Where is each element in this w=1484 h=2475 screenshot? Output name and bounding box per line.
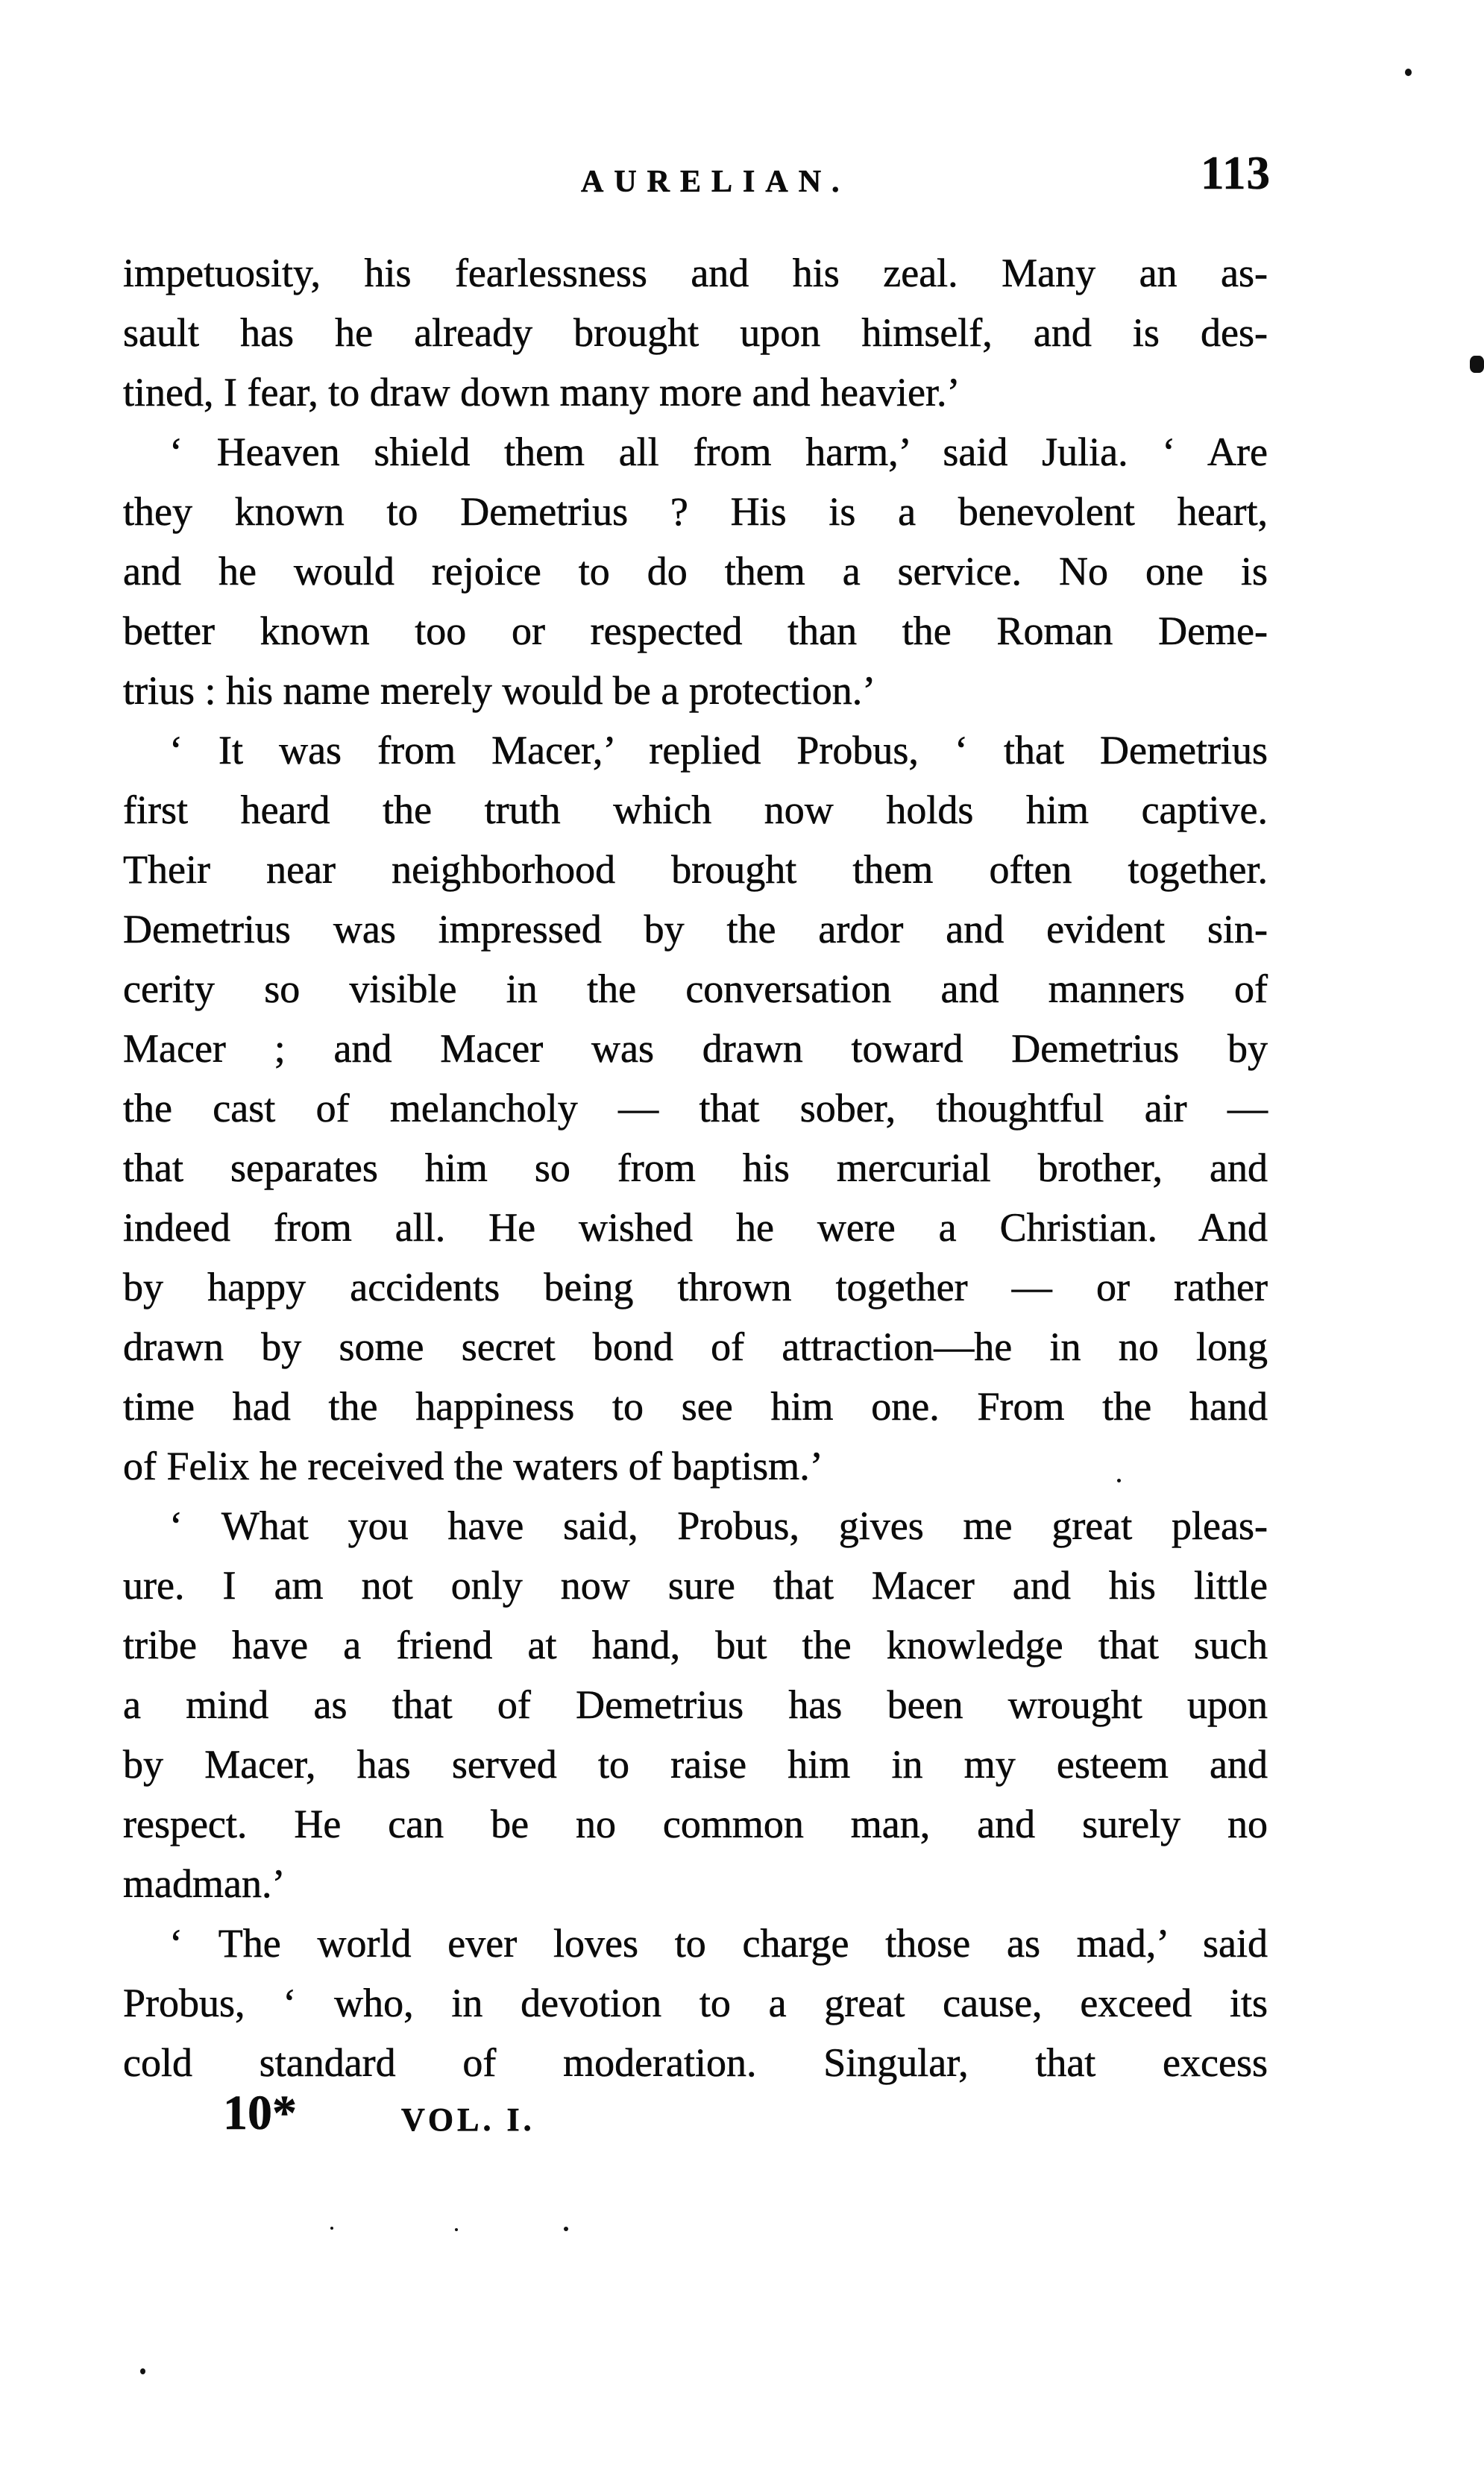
text-line: cerity so visible in the conversation and manners of	[123, 966, 1268, 1011]
paragraph	[123, 720, 1268, 1496]
text-line: sault has he already brought upon himself, and is des-	[123, 310, 1268, 355]
paragraph	[123, 243, 1268, 422]
page-number: 113	[1201, 147, 1271, 199]
ink-speck	[330, 2227, 333, 2230]
running-title: AURELIAN.	[581, 165, 850, 199]
text-line: drawn by some secret bond of attraction—he in no long	[123, 1324, 1268, 1369]
ink-speck	[1470, 356, 1484, 373]
text-line: they known to Demetrius ? His is a benevolent heart,	[123, 489, 1268, 534]
text-line: indeed from all. He wished he were a Christian. And	[123, 1205, 1268, 1250]
text-line: Their near neighborhood brought them often together.	[123, 847, 1268, 892]
text-line: of Felix he received the waters of baptism.’	[123, 1444, 823, 1488]
text-line: trius : his name merely would be a protection.’	[123, 668, 876, 713]
text-line: by happy accidents being thrown together — or rather	[123, 1265, 1268, 1309]
ink-speck	[1117, 1479, 1121, 1482]
text-line: and he would rejoice to do them a service. No one is	[123, 549, 1268, 594]
ink-speck	[564, 2227, 568, 2231]
text-line: ‘ What you have said, Probus, gives me great pleas-	[169, 1503, 1268, 1548]
text-line: ure. I am not only now sure that Macer and his little	[123, 1563, 1268, 1608]
text-line: better known too or respected than the Roman Deme-	[123, 608, 1268, 653]
text-line: that separates him so from his mercurial brother, and	[123, 1145, 1268, 1190]
text-line: Macer ; and Macer was drawn toward Demetrius by	[123, 1026, 1268, 1071]
text-line: madman.’	[123, 1861, 286, 1906]
text-line: the cast of melancholy — that sober, thoughtful air —	[123, 1086, 1268, 1130]
text-line: tribe have a friend at hand, but the knowledge that such	[123, 1623, 1268, 1667]
text-line: tined, I fear, to draw down many more and heavier.’	[123, 370, 960, 415]
ink-speck	[455, 2228, 458, 2231]
paragraph	[123, 1913, 1268, 2092]
ink-speck	[1405, 69, 1412, 76]
text-line: respect. He can be no common man, and surely no	[123, 1802, 1268, 1846]
text-line: Demetrius was impressed by the ardor and evident sin-	[123, 907, 1268, 952]
text-line: impetuosity, his fearlessness and his zeal. Many an as-	[123, 251, 1268, 295]
text-line: by Macer, has served to raise him in my esteem and	[123, 1742, 1268, 1787]
text-line: ‘ Heaven shield them all from harm,’ said Julia. ‘ Are	[169, 430, 1268, 474]
volume-label: VOL. I.	[401, 2101, 535, 2138]
ink-speck	[140, 2368, 145, 2374]
paragraph	[123, 422, 1268, 720]
text-line: Probus, ‘ who, in devotion to a great cause, exceed its	[123, 1981, 1268, 2025]
text-line: ‘ It was from Macer,’ replied Probus, ‘ that Demetrius	[169, 728, 1268, 773]
text-line: ‘ The world ever loves to charge those as mad,’ said	[169, 1921, 1268, 1966]
text-line: cold standard of moderation. Singular, that excess	[123, 2040, 1268, 2085]
signature-mark: 10*	[223, 2086, 297, 2140]
text-line: first heard the truth which now holds him captive.	[123, 787, 1268, 832]
paragraph	[123, 1496, 1268, 1913]
text-line: time had the happiness to see him one. From the hand	[123, 1384, 1268, 1429]
text-block	[123, 243, 1268, 2092]
text-line: a mind as that of Demetrius has been wrought upon	[123, 1682, 1268, 1727]
